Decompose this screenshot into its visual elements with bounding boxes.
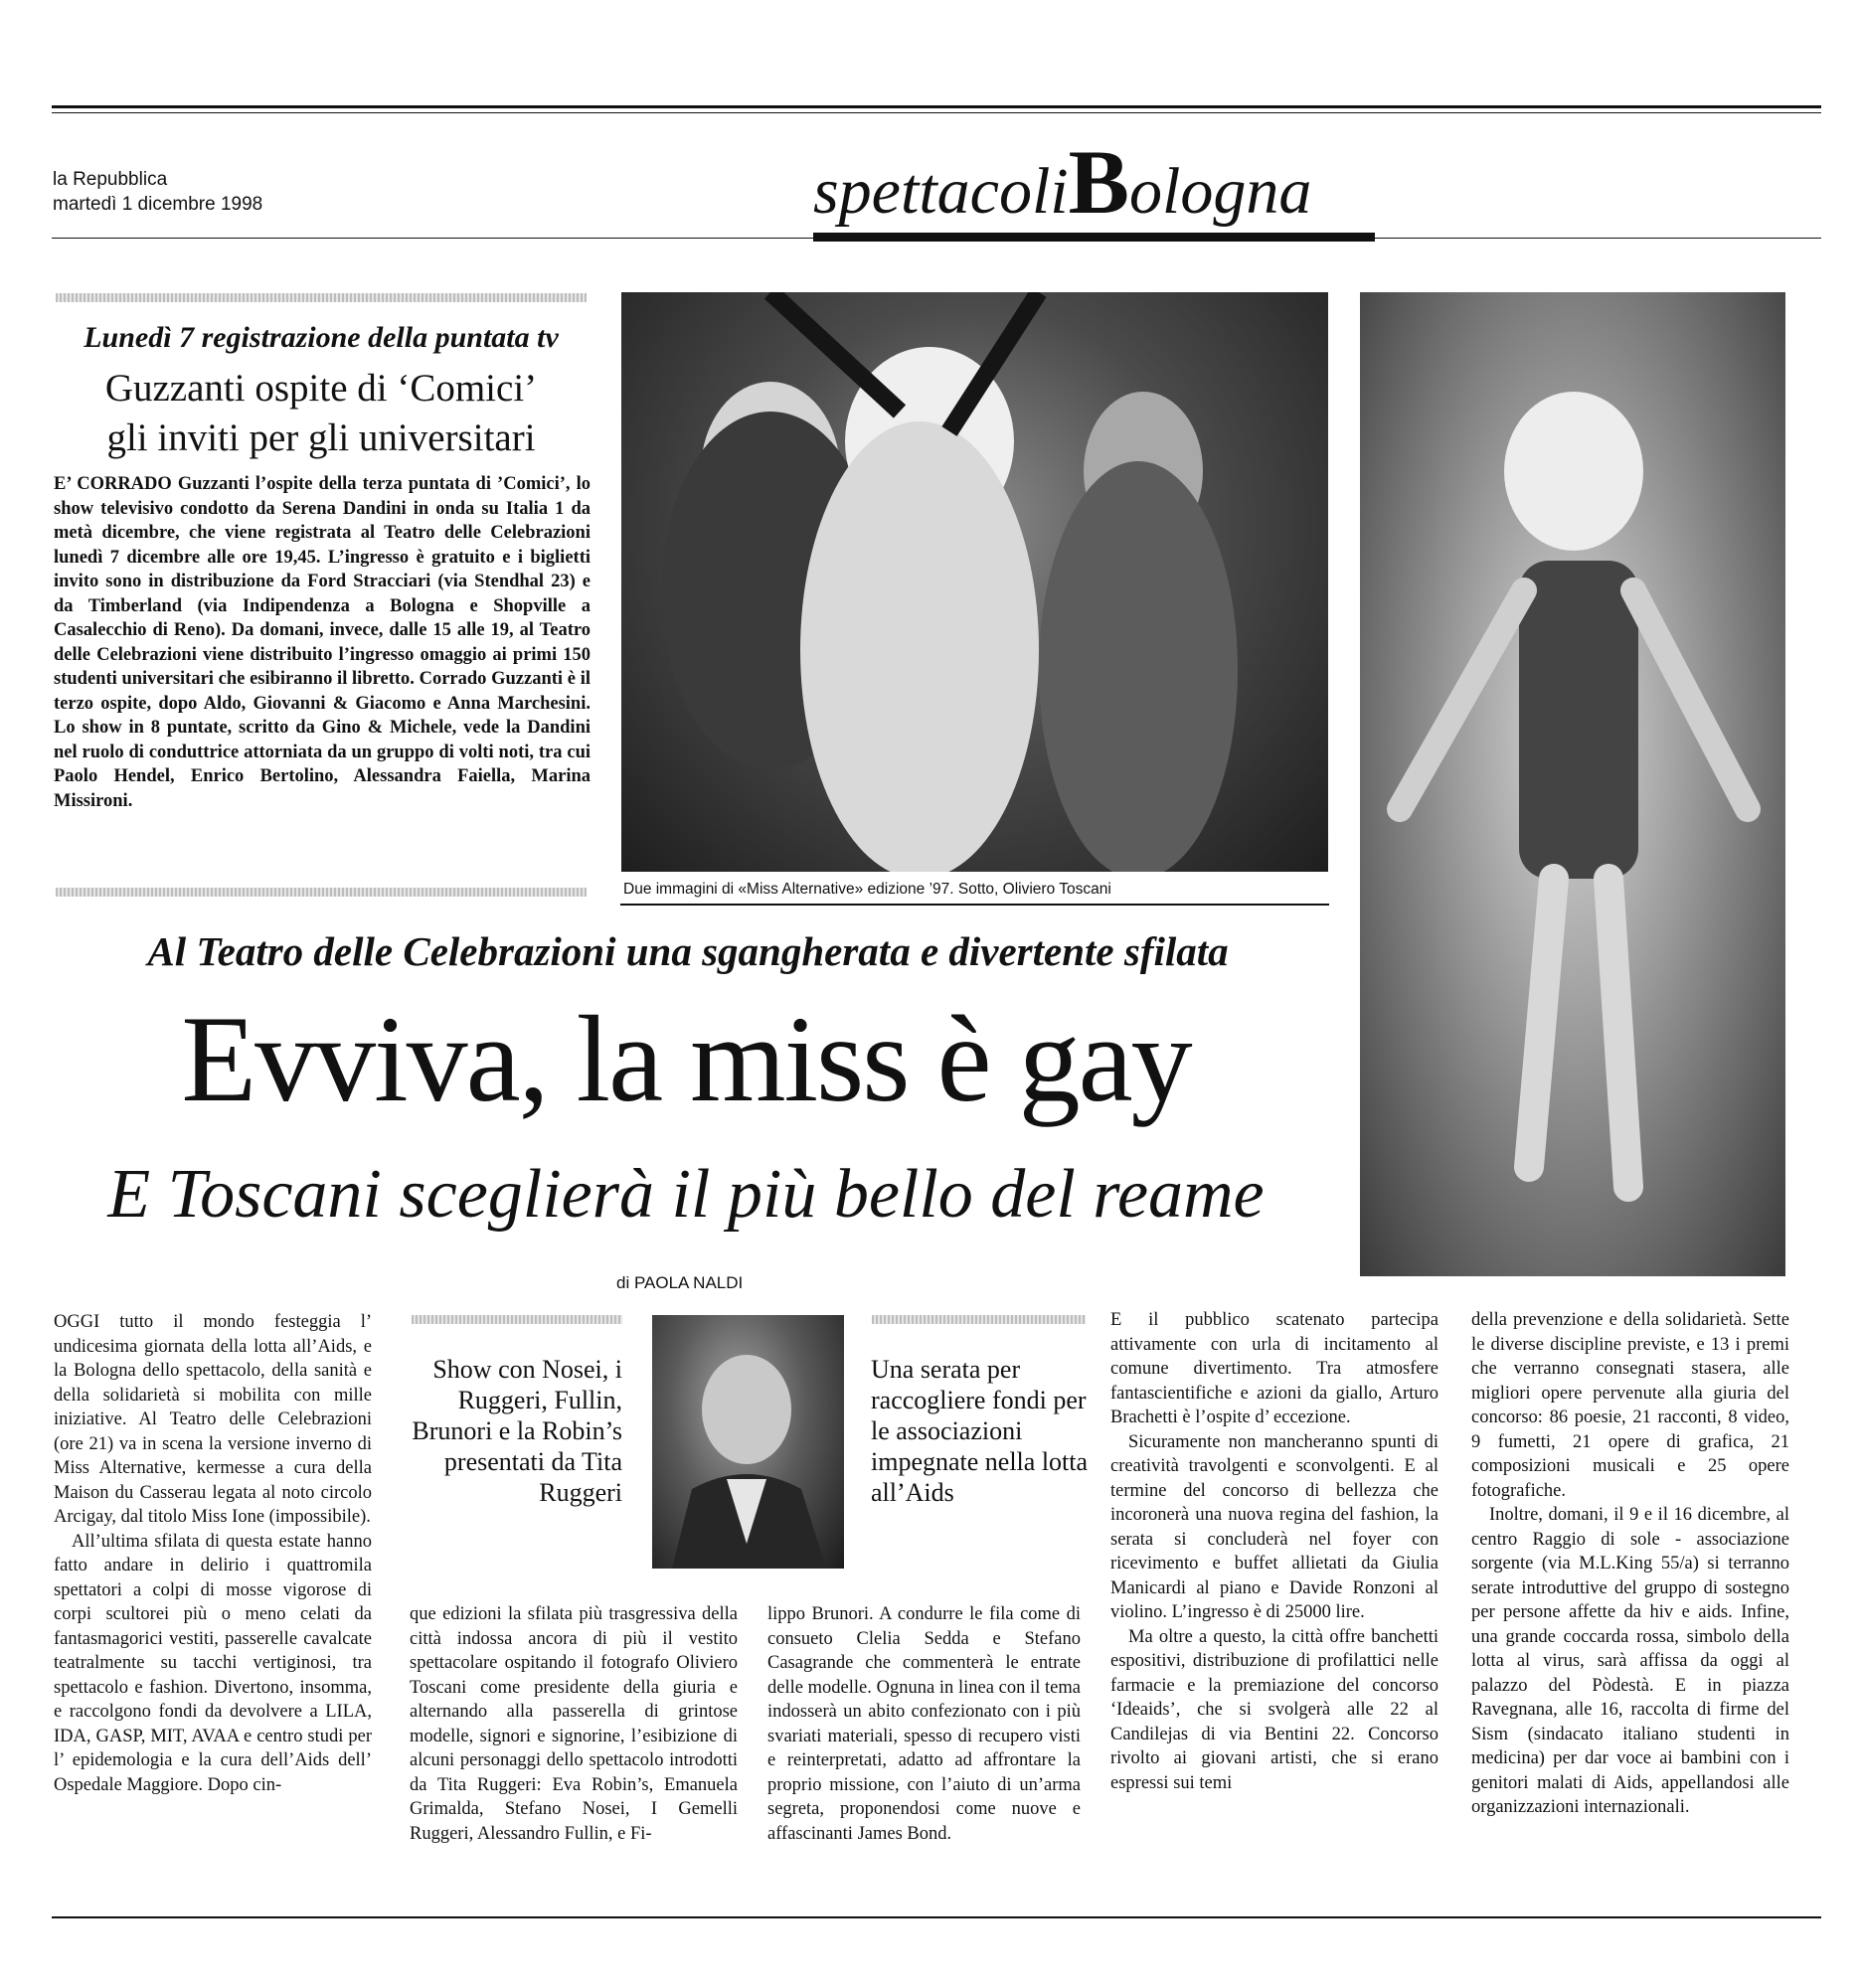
section-prefix: spettacoli <box>813 155 1069 228</box>
pull-left-bar <box>412 1315 622 1324</box>
top-rule <box>52 105 1821 108</box>
top-rule-thin <box>52 112 1821 113</box>
article-column-1 <box>54 1310 372 1906</box>
column-4-paragraph-2: Sicuramente non mancheranno spunti di creatività travolgenti e sconvolgenti. E al termine del concorso di bellezza che incoronerà una nuova regina del fashion, la serata si concluderà nel foyer con ricevimento e buffet allietati da Giulia Manicardi al piano e Davide Ronzoni al violino. L’ingresso è di 25000 lire. <box>1110 1431 1438 1622</box>
main-subhead: E Toscani sceglierà il più bello del reame <box>107 1156 1265 1233</box>
column-5-paragraph-2: Inoltre, domani, il 9 e il 16 dicembre, al centro Raggio di sole - associazione sorgente (via M.L.King 55/a) si terranno serate introduttive del gruppo di sostegno per persone affette da hiv e aids. Infine, una grande coccarda rossa, simbolo della lotta al virus, sarà affissa da oggi al palazzo del Pòdestà. E in piazza Ravegnana, alle 16, raccolta di firme del Sism (sindacato italiano studenti in medicina) per dar voce ai bambini con i genitori malati di Aids, appellandosi alle organizzazioni internazionali. <box>1471 1505 1789 1817</box>
miss-alternative-photo <box>621 292 1328 872</box>
byline: di PAOLA NALDI <box>616 1273 744 1292</box>
section-initial: B <box>1068 131 1129 233</box>
column-2-paragraph: que edizioni la sfilata più trasgressiva della città indossa ancora di più il vestito spettacolare ospitando il fotografo Oliviero Toscani come presidente della giuria e alternando alla passerella di grintose modelle, signori e signorine, l’esibizione di alcuni personaggi dello spettacolo introdotti da Tita Ruggeri: Eva Robin’s, Emanuela Grimalda, Stefano Nosei, I Gemelli Ruggeri, Alessandro Fullin, e Fi- <box>410 1604 738 1844</box>
bottom-rule <box>52 1916 1821 1918</box>
section-bar <box>813 233 1375 242</box>
masthead-date: martedì 1 dicembre 1998 <box>53 194 263 215</box>
oliviero-toscani-portrait <box>652 1315 844 1569</box>
main-kicker: Al Teatro delle Celebrazioni una sgangherata e divertente sfilata <box>147 928 1229 974</box>
pull-right-bar <box>872 1315 1086 1324</box>
pull-quote-right: Una serata per raccogliere fondi per le associazioni impegnate nella lotta all’Aids <box>871 1355 1089 1507</box>
main-headline: Evviva, la miss è gay <box>181 991 1191 1127</box>
column-3-paragraph: lippo Brunori. A condurre le fila come di consueto Clelia Sedda e Stefano Casagrande che commenterà le entrate delle modelle. Ognuna in linea con il tema indosserà un abito confezionato con i più svariati materiali, spesso di recupero visti e reinterpretati, adatto ad affrontare la proprio missione, con l’aiuto di un’arma segreta, proponendosi come nuove e affascinanti James Bond. <box>767 1604 1081 1844</box>
section-title <box>813 131 1312 233</box>
pull-quote-left: Show con Nosei, i Ruggeri, Fullin, Brunori e la Robin’s presentati da Tita Ruggeri <box>412 1355 622 1507</box>
section-rest: ologna <box>1129 155 1312 228</box>
column-1-paragraph-2: All’ultima sfilata di questa estate hanno fatto andare in delirio i quattromila spettatori a colpi di mosse vigorose di corpi scultorei più o meno celati da fantasmagorici vestiti, passerelle cavalcate teatralmente su tacchi vertiginosi, tra spettacolo e fashion. Divertono, insomma, e raccolgono fondi da devolvere a LILA, IDA, GASP, MIT, AVAA e centro studi per l’ epidemologia e la cura dell’Aids dell’ Ospedale Maggiore. Dopo cin- <box>54 1531 372 1795</box>
column-4-paragraph-1: E il pubblico scatenato partecipa attivamente con urla di incitamento al comune divertimento. Tra atmosfere fantascientifiche e azioni da giallo, Arturo Brachetti è l’ospite d’ eccezione. <box>1110 1310 1438 1427</box>
photo-caption: Due immagini di «Miss Alternative» edizione ’97. Sotto, Oliviero Toscani <box>623 881 1111 898</box>
side-article-bottom-bar <box>56 888 587 897</box>
article-column-4 <box>1110 1308 1438 1905</box>
model-runway-photo <box>1360 292 1785 1276</box>
column-4-paragraph-3: Ma oltre a questo, la città offre banchetti espositivi, distribuzione di profilattici nelle farmacie e la premiazione del concorso ‘Ideaids’, che si svolgerà alle 22 al Candilejas di via Bentini 22. Concorso rivolto ai giovani artisti, che si erano espressi sui temi <box>1110 1626 1438 1793</box>
article-column-5 <box>1471 1308 1789 1905</box>
column-5-paragraph-1: della prevenzione e della solidarietà. Sette le diverse discipline previste, e 13 i premi che verranno consegnati stasera, alle migliori opere pervenute alla giuria del concorso: 86 poesie, 21 racconti, 8 video, 9 fumetti, 21 opere di grafica, 21 composizioni musicali e 25 opere fotografiche. <box>1471 1310 1789 1501</box>
article-column-2 <box>410 1602 738 1901</box>
side-article-top-bar <box>56 293 587 302</box>
side-article-body: E’ CORRADO Guzzanti l’ospite della terza puntata di ’Comici’, lo show televisivo condotto da Serena Dandini in onda su Italia 1 da metà dicembre, che viene registrata al Teatro delle Celebrazioni lunedì 7 dicembre alle ore 19,45. L’ingresso è gratuito e i biglietti invito sono in distribuzione da Ford Stracciari (via Stendhal 23) e da Timberland (via Indipendenza a Bologna e Shopville a Casalecchio di Reno). Da domani, invece, dalle 15 alle 19, al Teatro delle Celebrazioni viene distribuito l’ingresso omaggio ai primi 150 studenti universitari che esibiranno il libretto. Corrado Guzzanti è il terzo ospite, dopo Aldo, Giovanni & Giacomo e Anna Marchesini. Lo show in 8 puntate, scritto da Gino & Michele, vede la Dandini nel ruolo di conduttrice attorniata da un gruppo di volti noti, tra cui Paolo Hendel, Enrico Bertolino, Alessandra Faiella, Marina Missironi. <box>54 474 591 811</box>
caption-rule <box>620 904 1329 906</box>
side-article-headline-2: gli inviti per gli universitari <box>106 416 536 459</box>
portrait-figure <box>652 1315 844 1569</box>
masthead-paper: la Repubblica <box>53 169 168 190</box>
article-column-3 <box>767 1602 1081 1901</box>
side-article-headline-1: Guzzanti ospite di ‘Comici’ <box>104 367 538 410</box>
photo-figures <box>621 292 1328 872</box>
column-1-paragraph-1: OGGI tutto il mondo festeggia l’ undicesima giornata della lotta all’Aids, e la Bologna dello spettacolo, della sanità e della solidarietà si mobilita con mille iniziative. Al Teatro delle Celebrazioni (ore 21) va in scena la versione inverno di Miss Alternative, kermesse a cura della Maison du Casserau legata al noto circolo Arcigay, dal titolo Miss Ione (impossibile). <box>54 1312 372 1527</box>
photo-runway-figure <box>1360 292 1785 1276</box>
side-article-kicker: Lunedì 7 registrazione della puntata tv <box>84 321 559 354</box>
